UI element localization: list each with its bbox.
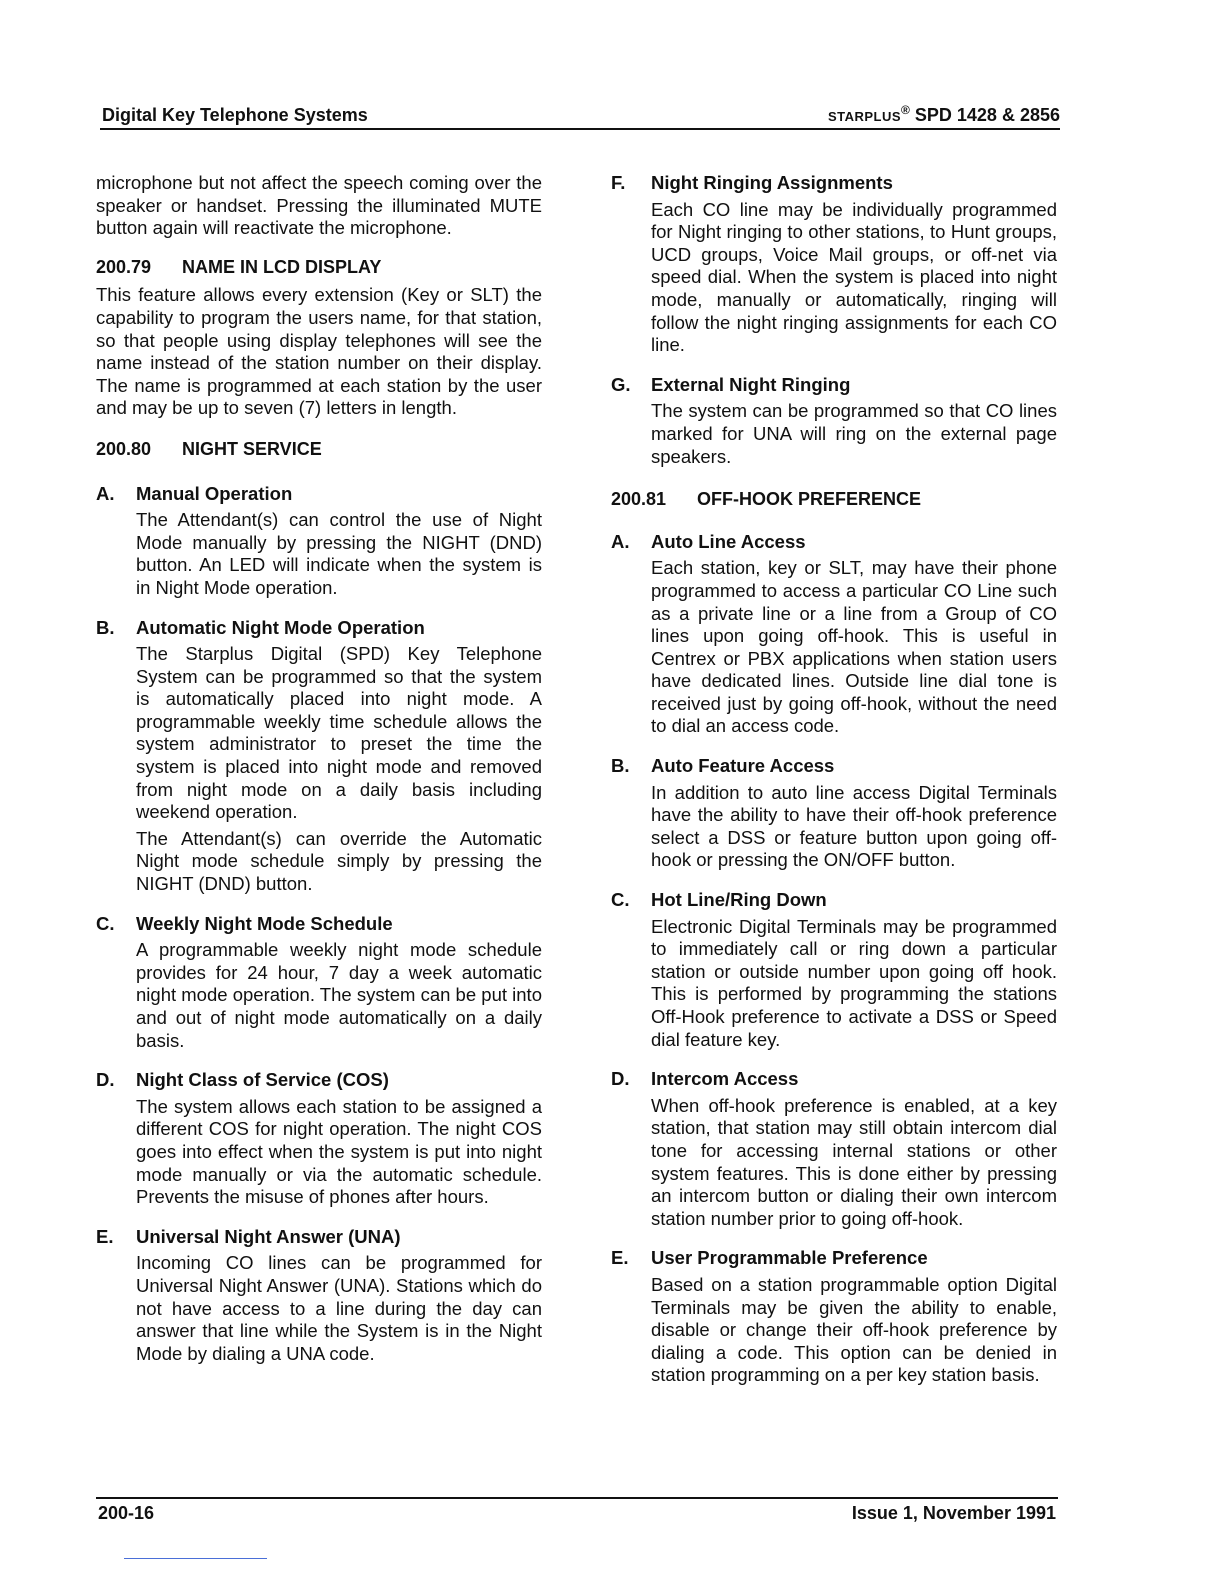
section-number: 200.81	[611, 489, 667, 510]
item-title: Manual Operation	[136, 482, 293, 504]
item-title: Hot Line/Ring Down	[651, 889, 827, 911]
issue-date: Issue 1, November 1991	[851, 1503, 1056, 1523]
item-letter: B.	[611, 755, 630, 777]
section-title: NIGHT SERVICE	[182, 438, 322, 459]
list-item	[96, 1069, 542, 1209]
divider-line	[124, 1558, 267, 1559]
item-title: External Night Ringing	[651, 373, 851, 395]
section-heading-200-79	[96, 256, 542, 279]
page-footer	[96, 1497, 1058, 1523]
item-letter: A.	[611, 530, 630, 552]
item-body	[651, 1274, 1057, 1387]
list-item	[611, 1247, 1057, 1387]
header-product	[828, 103, 1060, 126]
list-item	[96, 1226, 542, 1366]
item-heading	[611, 1247, 1057, 1270]
item-text: The Attendant(s) can override the Automatic Night mode schedule simply by pressing the NIGHT (DND) button.	[136, 827, 542, 895]
item-text: In addition to auto line access Digital Terminals have the ability to have their off-hook preference select a DSS or feature button upon going off-hook or pressing the ON/OFF button.	[651, 781, 1057, 871]
item-body	[651, 1095, 1057, 1231]
item-heading	[611, 374, 1057, 397]
item-letter: E.	[96, 1225, 114, 1247]
right-column	[611, 172, 1057, 1387]
item-body	[136, 1096, 542, 1209]
item-heading	[611, 1068, 1057, 1091]
registered-mark: ®	[901, 103, 910, 117]
item-text: When off-hook preference is enabled, at a key station, that station may still obtain intercom dial tone for accessing internal stations or other system features. This is done either by pressing an intercom button or dialing their own intercom station number prior to going off-hook.	[651, 1094, 1057, 1229]
item-letter: B.	[96, 616, 115, 638]
item-letter: C.	[96, 912, 115, 934]
item-heading	[611, 172, 1057, 195]
item-heading	[96, 1226, 542, 1249]
list-item	[611, 172, 1057, 357]
list-item	[96, 483, 542, 600]
page-header	[100, 104, 1060, 130]
item-body	[136, 939, 542, 1052]
item-title: Intercom Access	[651, 1068, 799, 1090]
item-text: Each CO line may be individually programmed for Night ringing to other stations, to Hunt groups, UCD groups, Voice Mail groups, or off-net via speed dial. When the system is placed into night mode, manually or automatically, ringing will follow the night ringing assignments for each CO line.	[651, 198, 1057, 356]
item-heading	[611, 531, 1057, 554]
item-text: The system allows each station to be assigned a different COS for night operation. The night COS goes into effect when the system is put into night mode manually or via the automatic schedule. Prevents the misuse of phones after hours.	[136, 1095, 542, 1208]
item-heading	[611, 889, 1057, 912]
item-body	[651, 916, 1057, 1052]
item-text: The Attendant(s) can control the use of Night Mode manually by pressing the NIGHT (DND) button. An LED will indicate when the system is in Night Mode operation.	[136, 509, 542, 598]
item-body	[651, 782, 1057, 872]
item-letter: D.	[96, 1069, 115, 1091]
section-body: This feature allows every extension (Key or SLT) the capability to program the users name, for that station, so that people using display telephones will see the name instead of the station number on their display. The name is programmed at each station by the user and may be up to seven (7) letters in length.	[96, 284, 542, 419]
section-title: OFF-HOOK PREFERENCE	[697, 489, 922, 510]
list-item	[611, 755, 1057, 872]
section-title: NAME IN LCD DISPLAY	[182, 256, 382, 277]
item-body	[136, 509, 542, 599]
header-title: Digital Key Telephone Systems	[102, 105, 368, 125]
item-letter: D.	[611, 1068, 630, 1090]
item-body	[651, 199, 1057, 357]
item-title: Automatic Night Mode Operation	[136, 616, 425, 638]
item-text: Electronic Digital Terminals may be programmed to immediately call or ring down a particular station or outside number upon going off hook. This is performed by programming the stations Off-Hook preference to activate a DSS or Speed dial feature key.	[651, 915, 1057, 1050]
list-item	[611, 889, 1057, 1051]
item-title: Universal Night Answer (UNA)	[136, 1225, 401, 1247]
item-title: Night Ringing Assignments	[651, 172, 893, 193]
item-text: Incoming CO lines can be programmed for Universal Night Answer (UNA). Stations which do not have access to a line during the day can answer that line while the System is in the Night Mode by dialing a UNA code.	[136, 1252, 542, 1364]
section-number: 200.80	[96, 438, 152, 459]
list-item	[611, 531, 1057, 738]
item-body	[651, 557, 1057, 738]
list-item	[611, 1068, 1057, 1230]
item-body	[651, 400, 1057, 468]
item-title: Weekly Night Mode Schedule	[136, 912, 393, 934]
left-column	[96, 172, 542, 1365]
header-model: SPD 1428 & 2856	[909, 105, 1060, 125]
page-number: 200-16	[98, 1503, 155, 1523]
item-body	[136, 1252, 542, 1365]
item-title: Auto Line Access	[651, 530, 806, 552]
item-body	[136, 643, 542, 896]
header-brand: STARPLUS	[827, 109, 902, 124]
item-letter: F.	[611, 172, 626, 193]
list-item	[96, 617, 542, 896]
section-heading-200-80	[96, 438, 542, 461]
list-item	[96, 913, 542, 1053]
item-letter: E.	[611, 1247, 629, 1269]
list-item	[611, 374, 1057, 468]
item-letter: A.	[96, 482, 115, 504]
item-heading	[96, 1069, 542, 1092]
item-title: Night Class of Service (COS)	[136, 1069, 389, 1091]
item-title: Auto Feature Access	[651, 755, 835, 777]
section-number: 200.79	[96, 256, 152, 277]
item-text: Based on a station programmable option Digital Terminals may be given the ability to enable, disable or change their off-hook preference by dialing a code. This option can be denied in station programming on a per key station basis.	[651, 1273, 1057, 1386]
item-heading	[96, 483, 542, 506]
item-letter: G.	[611, 373, 631, 395]
item-heading	[96, 913, 542, 936]
item-text: The system can be programmed so that CO lines marked for UNA will ring on the external page speakers.	[651, 400, 1057, 467]
item-heading	[611, 755, 1057, 778]
item-title: User Programmable Preference	[651, 1247, 928, 1269]
section-heading-200-81	[611, 488, 1057, 511]
item-text: Each station, key or SLT, may have their phone programmed to access a particular CO Line such as a private line or a line from a Group of CO lines upon going off-hook. This is useful in Centrex or PBX applications when station users have dedicated lines. Outside line dial tone is received just by going off-hook, without the need to dial an access code.	[651, 557, 1057, 737]
item-letter: C.	[611, 889, 630, 911]
item-text: The Starplus Digital (SPD) Key Telephone System can be programmed so that the system is automatically placed into night mode. A programmable weekly time schedule allows the system administrator to preset the time the system is placed into night mode and removed from night mode on a daily basis including weekend operation.	[136, 643, 542, 823]
item-heading	[96, 617, 542, 640]
intro-paragraph: microphone but not affect the speech coming over the speaker or handset. Pressing the illuminated MUTE button again will reactivate the microphone.	[96, 172, 542, 239]
item-text: A programmable weekly night mode schedule provides for 24 hour, 7 day a week automatic night mode operation. The system can be put into and out of night mode automatically on a daily basis.	[136, 939, 542, 1051]
